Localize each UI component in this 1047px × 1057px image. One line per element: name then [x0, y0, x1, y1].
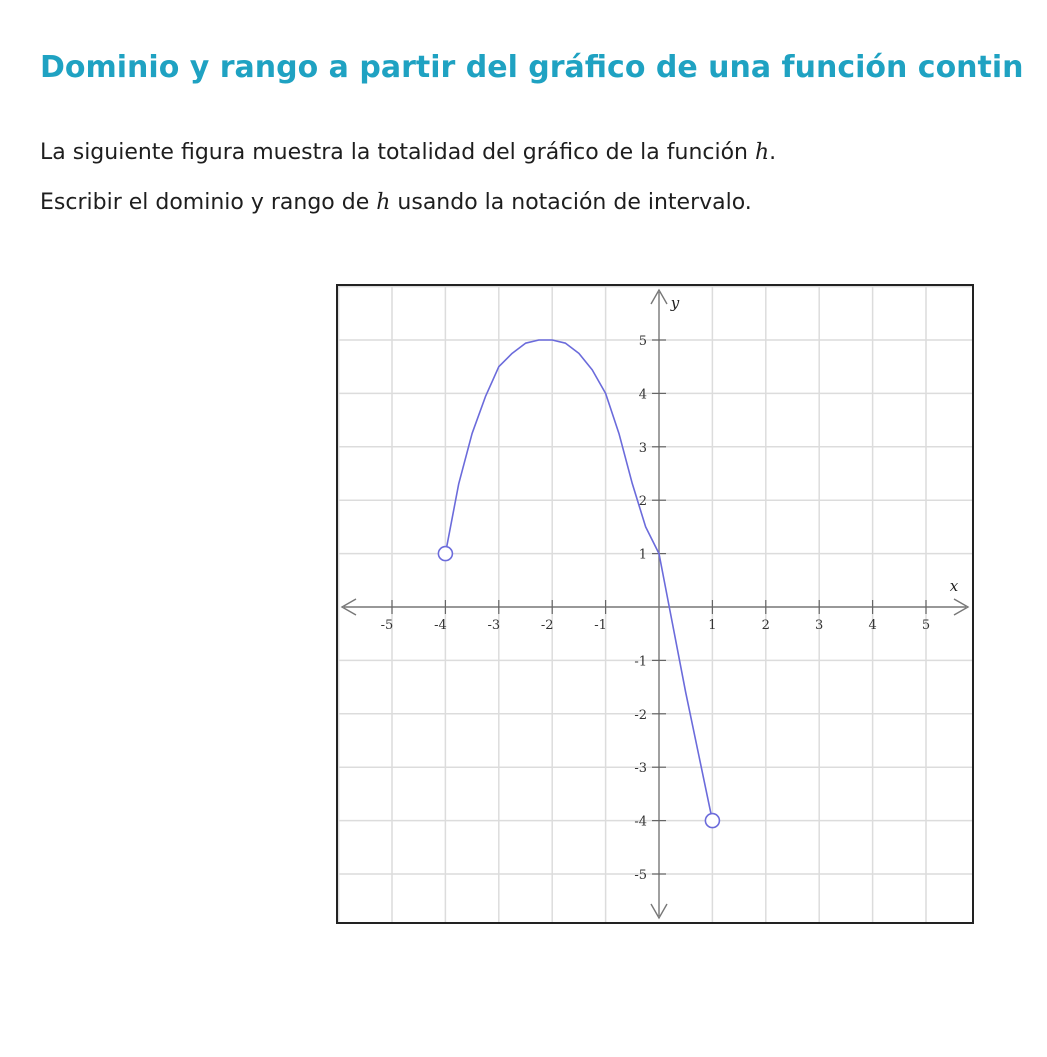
x-tick-label: -2 — [540, 618, 554, 633]
y-tick-label: -2 — [634, 707, 647, 723]
question-line-1 — [40, 140, 776, 166]
y-tick-label: 4 — [638, 387, 647, 403]
x-tick-label: 4 — [868, 618, 877, 633]
x-tick-label: -1 — [594, 618, 607, 633]
x-tick-label: -5 — [380, 618, 394, 633]
function-variable: h — [376, 190, 391, 215]
y-axis-label: y — [670, 294, 680, 312]
x-tick-label: 5 — [921, 618, 931, 633]
question-text-2a: Escribir el dominio y rango de — [40, 190, 377, 215]
question-line-2 — [40, 190, 752, 216]
open-endpoint-marker — [705, 814, 719, 828]
question-text-1a: La siguiente figura muestra la totalidad del gráfico de la función — [40, 140, 755, 165]
y-tick-label: 5 — [638, 334, 647, 349]
y-tick-label: -3 — [634, 761, 647, 777]
question-text-2b: usando la notación de intervalo. — [390, 190, 752, 215]
graph-canvas — [338, 286, 972, 922]
x-tick-label: -4 — [434, 618, 447, 633]
x-axis-label: x — [949, 577, 959, 595]
open-endpoint-marker — [438, 547, 452, 561]
question-text-1b: . — [769, 140, 777, 165]
y-tick-label: -1 — [634, 654, 647, 670]
function-curve — [445, 340, 712, 821]
y-tick-label: 2 — [638, 494, 647, 510]
y-tick-label: -4 — [634, 814, 647, 830]
y-tick-label: -5 — [634, 868, 647, 883]
function-variable: h — [755, 140, 770, 165]
page-title: Dominio y rango a partir del gráfico de una función contin — [40, 50, 1024, 85]
x-tick-label: 1 — [708, 618, 717, 633]
x-tick-label: -3 — [487, 618, 501, 633]
y-tick-label: 3 — [638, 440, 647, 456]
y-tick-label: 1 — [638, 547, 647, 563]
x-tick-label: 2 — [761, 618, 770, 633]
function-graph — [336, 284, 974, 924]
x-tick-label: 3 — [815, 618, 824, 633]
